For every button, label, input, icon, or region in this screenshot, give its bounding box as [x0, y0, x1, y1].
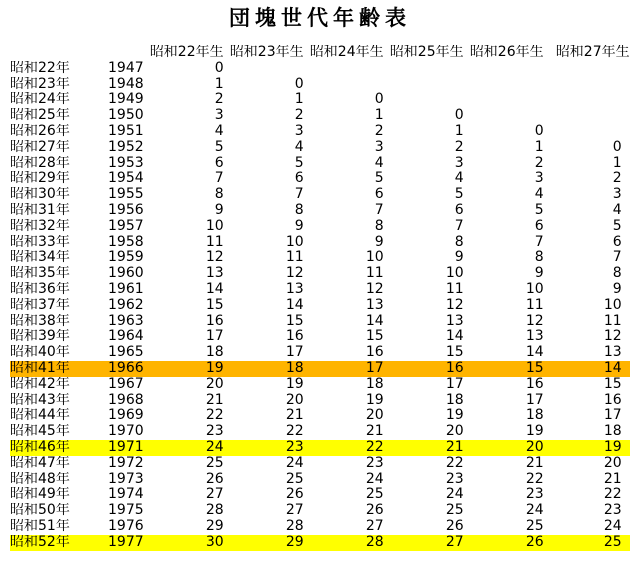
age-cell: 5: [214, 139, 224, 155]
age-cell: 11: [365, 266, 384, 282]
age-cell: 15: [445, 345, 464, 361]
age-cell: 21: [525, 455, 544, 471]
table-row: [10, 487, 630, 503]
year-cell: 1963: [108, 313, 144, 329]
age-cell: 5: [374, 171, 384, 187]
table-row: [10, 92, 630, 108]
year-cell: 1962: [108, 297, 144, 313]
era-label-cell: 昭和50年: [10, 503, 70, 519]
age-table-body: [10, 61, 630, 551]
age-cell: 15: [525, 360, 544, 376]
table-row-highlight-yellow: [10, 535, 630, 551]
table-row: [10, 314, 630, 330]
age-cell: 8: [294, 202, 304, 218]
age-cell: 13: [365, 297, 384, 313]
age-cell: [384, 77, 464, 93]
age-cell: 21: [603, 471, 622, 487]
table-row: [10, 408, 630, 424]
year-cell: 1953: [108, 155, 144, 171]
age-cell: 1: [374, 108, 384, 124]
age-cell: 23: [603, 503, 622, 519]
age-cell: [464, 77, 544, 93]
era-label-cell: 昭和22年: [10, 60, 70, 76]
age-cell: 3: [374, 139, 384, 155]
age-cell: 18: [603, 424, 622, 440]
age-cell: 10: [365, 250, 384, 266]
year-cell: 1947: [108, 60, 144, 76]
year-cell: 1973: [108, 471, 144, 487]
age-cell: 28: [285, 518, 304, 534]
age-cell: 15: [205, 297, 224, 313]
year-cell: 1958: [108, 234, 144, 250]
age-cell: 0: [534, 123, 544, 139]
age-cell: 26: [525, 534, 544, 550]
age-cell: 5: [294, 155, 304, 171]
year-cell: 1970: [108, 424, 144, 440]
year-cell: 1971: [108, 439, 144, 455]
age-cell: 16: [445, 360, 464, 376]
corner-cell-era: [10, 45, 108, 61]
era-label-cell: 昭和33年: [10, 234, 70, 250]
age-cell: 0: [374, 92, 384, 108]
age-cell: 17: [525, 392, 544, 408]
age-cell: 20: [525, 439, 544, 455]
age-cell: 16: [205, 313, 224, 329]
age-cell: 3: [612, 187, 622, 203]
year-cell: 1976: [108, 518, 144, 534]
year-cell: 1974: [108, 487, 144, 503]
age-cell: 10: [445, 266, 464, 282]
age-cell: 1: [454, 123, 464, 139]
age-cell: 12: [445, 297, 464, 313]
age-cell: 25: [445, 503, 464, 519]
age-cell: 10: [603, 297, 622, 313]
age-cell: 19: [445, 408, 464, 424]
era-label-cell: 昭和39年: [10, 329, 70, 345]
age-cell: 5: [454, 187, 464, 203]
age-cell: 19: [525, 424, 544, 440]
age-cell: 21: [205, 392, 224, 408]
age-cell: 4: [454, 171, 464, 187]
table-row: [10, 140, 630, 156]
age-cell: 15: [285, 313, 304, 329]
age-cell: 9: [374, 234, 384, 250]
age-cell: 11: [603, 313, 622, 329]
age-cell: 18: [205, 345, 224, 361]
year-cell: 1952: [108, 139, 144, 155]
age-cell: 7: [534, 234, 544, 250]
age-cell: 15: [365, 329, 384, 345]
era-label-cell: 昭和47年: [10, 455, 70, 471]
age-cell: 23: [525, 487, 544, 503]
age-cell: 17: [365, 360, 384, 376]
table-row: [10, 61, 630, 77]
age-cell: 28: [365, 534, 384, 550]
table-row: [10, 219, 630, 235]
era-label-cell: 昭和24年: [10, 92, 70, 108]
age-cell: 27: [365, 518, 384, 534]
year-cell: 1969: [108, 408, 144, 424]
age-cell: 24: [445, 487, 464, 503]
table-row: [10, 187, 630, 203]
age-cell: 3: [214, 108, 224, 124]
age-cell: 14: [603, 360, 622, 376]
era-label-cell: 昭和42年: [10, 376, 70, 392]
era-label-cell: 昭和40年: [10, 345, 70, 361]
age-cell: 19: [285, 376, 304, 392]
age-cell: 26: [285, 487, 304, 503]
age-table-header: [10, 45, 630, 61]
age-cell: [464, 108, 544, 124]
age-cell: 8: [214, 187, 224, 203]
table-row: [10, 298, 630, 314]
table-row: [10, 203, 630, 219]
age-cell: 1: [534, 139, 544, 155]
age-cell: 14: [205, 281, 224, 297]
year-cell: 1961: [108, 281, 144, 297]
age-cell: 7: [214, 171, 224, 187]
age-cell: 22: [285, 424, 304, 440]
age-cell: 8: [454, 234, 464, 250]
age-cell: 5: [534, 202, 544, 218]
era-label-cell: 昭和36年: [10, 281, 70, 297]
age-cell: 7: [612, 250, 622, 266]
age-cell: [304, 61, 384, 77]
age-cell: 2: [534, 155, 544, 171]
era-label-cell: 昭和31年: [10, 202, 70, 218]
age-cell: 14: [525, 345, 544, 361]
age-cell: 16: [365, 345, 384, 361]
age-cell: 26: [365, 503, 384, 519]
year-cell: 1950: [108, 108, 144, 124]
table-row: [10, 393, 630, 409]
year-cell: 1948: [108, 76, 144, 92]
age-cell: [464, 61, 544, 77]
age-cell: 27: [445, 534, 464, 550]
table-row: [10, 345, 630, 361]
age-cell: 21: [445, 439, 464, 455]
age-cell: 20: [285, 392, 304, 408]
year-cell: 1975: [108, 503, 144, 519]
age-cell: 0: [612, 139, 622, 155]
age-cell: [304, 77, 384, 93]
age-cell: 13: [285, 281, 304, 297]
age-cell: 18: [525, 408, 544, 424]
year-cell: 1951: [108, 123, 144, 139]
age-cell: 6: [214, 155, 224, 171]
age-cell: 16: [603, 392, 622, 408]
age-cell: [224, 61, 304, 77]
era-label-cell: 昭和49年: [10, 487, 70, 503]
header-row: [10, 45, 630, 61]
year-cell: 1955: [108, 187, 144, 203]
age-cell: 11: [445, 281, 464, 297]
age-cell: 21: [285, 408, 304, 424]
age-cell: 2: [454, 139, 464, 155]
age-cell: 13: [603, 345, 622, 361]
age-cell: [544, 61, 630, 77]
age-cell: 9: [612, 281, 622, 297]
age-cell: 10: [285, 234, 304, 250]
age-cell: 3: [534, 171, 544, 187]
birth-year-header: 昭和25年生: [389, 45, 464, 60]
table-row: [10, 171, 630, 187]
age-cell: 22: [205, 408, 224, 424]
age-cell: 16: [525, 376, 544, 392]
age-cell: [544, 77, 630, 93]
era-label-cell: 昭和34年: [10, 250, 70, 266]
age-cell: 22: [525, 471, 544, 487]
age-cell: 4: [214, 123, 224, 139]
table-row: [10, 472, 630, 488]
year-cell: 1966: [108, 360, 144, 376]
era-label-cell: 昭和41年: [10, 360, 70, 376]
age-cell: 4: [534, 187, 544, 203]
age-cell: 1: [214, 76, 224, 92]
age-cell: 18: [445, 392, 464, 408]
age-cell: 22: [603, 487, 622, 503]
age-cell: 17: [445, 376, 464, 392]
age-cell: 9: [214, 202, 224, 218]
era-label-cell: 昭和25年: [10, 108, 70, 124]
age-cell: 20: [205, 376, 224, 392]
age-cell: 17: [205, 329, 224, 345]
age-cell: 20: [365, 408, 384, 424]
era-label-cell: 昭和30年: [10, 187, 70, 203]
year-cell: 1949: [108, 92, 144, 108]
table-row: [10, 456, 630, 472]
age-cell: [544, 124, 630, 140]
table-row: [10, 519, 630, 535]
era-label-cell: 昭和35年: [10, 266, 70, 282]
age-cell: 23: [205, 424, 224, 440]
age-cell: [544, 108, 630, 124]
era-label-cell: 昭和44年: [10, 408, 70, 424]
table-row: [10, 377, 630, 393]
age-cell: 3: [294, 123, 304, 139]
age-cell: 1: [612, 155, 622, 171]
age-cell: 9: [534, 266, 544, 282]
year-cell: 1964: [108, 329, 144, 345]
year-cell: 1960: [108, 266, 144, 282]
era-label-cell: 昭和51年: [10, 518, 70, 534]
table-row: [10, 503, 630, 519]
age-cell: 22: [445, 455, 464, 471]
age-cell: 14: [285, 297, 304, 313]
page-title: 団塊世代年齢表: [229, 6, 411, 30]
age-cell: 10: [525, 281, 544, 297]
age-cell: 14: [445, 329, 464, 345]
table-row: [10, 250, 630, 266]
age-cell: 9: [454, 250, 464, 266]
era-label-cell: 昭和38年: [10, 313, 70, 329]
age-cell: 24: [603, 518, 622, 534]
year-cell: 1954: [108, 171, 144, 187]
birth-year-header: 昭和22年生: [149, 45, 224, 60]
year-cell: 1965: [108, 345, 144, 361]
age-cell: 0: [454, 108, 464, 124]
table-row: [10, 282, 630, 298]
age-cell: 24: [525, 503, 544, 519]
age-cell: 21: [365, 424, 384, 440]
age-cell: 7: [454, 218, 464, 234]
age-cell: 15: [603, 376, 622, 392]
age-cell: 24: [205, 439, 224, 455]
age-cell: 4: [612, 202, 622, 218]
age-cell: 2: [374, 123, 384, 139]
birth-year-header: 昭和24年生: [309, 45, 384, 60]
age-cell: 22: [365, 439, 384, 455]
age-cell: 25: [205, 455, 224, 471]
age-cell: 4: [374, 155, 384, 171]
age-cell: 12: [603, 329, 622, 345]
age-cell: 20: [445, 424, 464, 440]
table-row-highlight-yellow: [10, 440, 630, 456]
age-cell: 12: [365, 281, 384, 297]
age-cell: 2: [214, 92, 224, 108]
table-row: [10, 156, 630, 172]
age-cell: 5: [612, 218, 622, 234]
age-cell: 25: [603, 534, 622, 550]
age-cell: 6: [294, 171, 304, 187]
age-cell: 9: [294, 218, 304, 234]
age-cell: 11: [285, 250, 304, 266]
year-cell: 1972: [108, 455, 144, 471]
age-cell: 11: [525, 297, 544, 313]
age-cell: 6: [612, 234, 622, 250]
era-label-cell: 昭和52年: [10, 534, 70, 550]
age-cell: 12: [525, 313, 544, 329]
age-cell: 25: [365, 487, 384, 503]
table-row-highlight-orange: [10, 361, 630, 377]
era-label-cell: 昭和43年: [10, 392, 70, 408]
age-cell: 24: [365, 471, 384, 487]
age-cell: 27: [285, 503, 304, 519]
year-cell: 1959: [108, 250, 144, 266]
age-table: [10, 45, 630, 551]
age-cell: 28: [205, 503, 224, 519]
year-cell: 1968: [108, 392, 144, 408]
age-cell: [464, 92, 544, 108]
age-cell: 8: [612, 266, 622, 282]
table-row: [10, 424, 630, 440]
era-label-cell: 昭和37年: [10, 297, 70, 313]
age-cell: 2: [612, 171, 622, 187]
age-cell: 18: [365, 376, 384, 392]
age-cell: 27: [205, 487, 224, 503]
age-cell: [384, 92, 464, 108]
year-cell: 1967: [108, 376, 144, 392]
age-cell: 12: [285, 266, 304, 282]
age-cell: 6: [534, 218, 544, 234]
table-row: [10, 124, 630, 140]
era-label-cell: 昭和32年: [10, 218, 70, 234]
birth-year-header: 昭和26年生: [469, 45, 544, 60]
era-label-cell: 昭和28年: [10, 155, 70, 171]
table-row: [10, 235, 630, 251]
age-cell: 8: [374, 218, 384, 234]
age-cell: 17: [603, 408, 622, 424]
age-cell: 2: [294, 108, 304, 124]
year-cell: 1957: [108, 218, 144, 234]
age-cell: 20: [603, 455, 622, 471]
age-cell: 23: [365, 455, 384, 471]
age-cell: 16: [285, 329, 304, 345]
table-row: [10, 266, 630, 282]
age-cell: 6: [454, 202, 464, 218]
year-cell: 1956: [108, 202, 144, 218]
age-cell: 17: [285, 345, 304, 361]
era-label-cell: 昭和26年: [10, 123, 70, 139]
table-row: [10, 77, 630, 93]
era-label-cell: 昭和48年: [10, 471, 70, 487]
age-cell: 7: [294, 187, 304, 203]
age-cell: 25: [525, 518, 544, 534]
boomer-age-table-page: [0, 6, 640, 573]
age-cell: 30: [205, 534, 224, 550]
age-cell: 0: [214, 60, 224, 76]
table-row: [10, 108, 630, 124]
age-cell: 11: [205, 234, 224, 250]
age-cell: 18: [285, 360, 304, 376]
birth-year-header: 昭和23年生: [229, 45, 304, 60]
age-cell: 25: [285, 471, 304, 487]
age-cell: 8: [534, 250, 544, 266]
year-cell: 1977: [108, 534, 144, 550]
era-label-cell: 昭和29年: [10, 171, 70, 187]
corner-cell-year: [108, 45, 144, 61]
era-label-cell: 昭和45年: [10, 424, 70, 440]
age-cell: 26: [445, 518, 464, 534]
age-cell: 7: [374, 202, 384, 218]
table-row: [10, 329, 630, 345]
age-cell: 1: [294, 92, 304, 108]
age-cell: 6: [374, 187, 384, 203]
age-cell: 0: [294, 76, 304, 92]
age-cell: 10: [205, 218, 224, 234]
age-cell: 12: [205, 250, 224, 266]
age-cell: 14: [365, 313, 384, 329]
age-cell: 29: [205, 518, 224, 534]
age-cell: 23: [285, 439, 304, 455]
age-cell: 3: [454, 155, 464, 171]
era-label-cell: 昭和46年: [10, 439, 70, 455]
birth-year-header: 昭和27年生: [555, 45, 630, 60]
era-label-cell: 昭和27年: [10, 139, 70, 155]
age-cell: 13: [205, 266, 224, 282]
age-cell: 13: [445, 313, 464, 329]
age-cell: 13: [525, 329, 544, 345]
age-cell: 19: [603, 439, 622, 455]
age-cell: 4: [294, 139, 304, 155]
age-cell: 23: [445, 471, 464, 487]
age-cell: 29: [285, 534, 304, 550]
age-cell: 19: [205, 360, 224, 376]
age-cell: 19: [365, 392, 384, 408]
age-cell: 24: [285, 455, 304, 471]
age-cell: 26: [205, 471, 224, 487]
era-label-cell: 昭和23年: [10, 76, 70, 92]
age-cell: [384, 61, 464, 77]
age-cell: [544, 92, 630, 108]
